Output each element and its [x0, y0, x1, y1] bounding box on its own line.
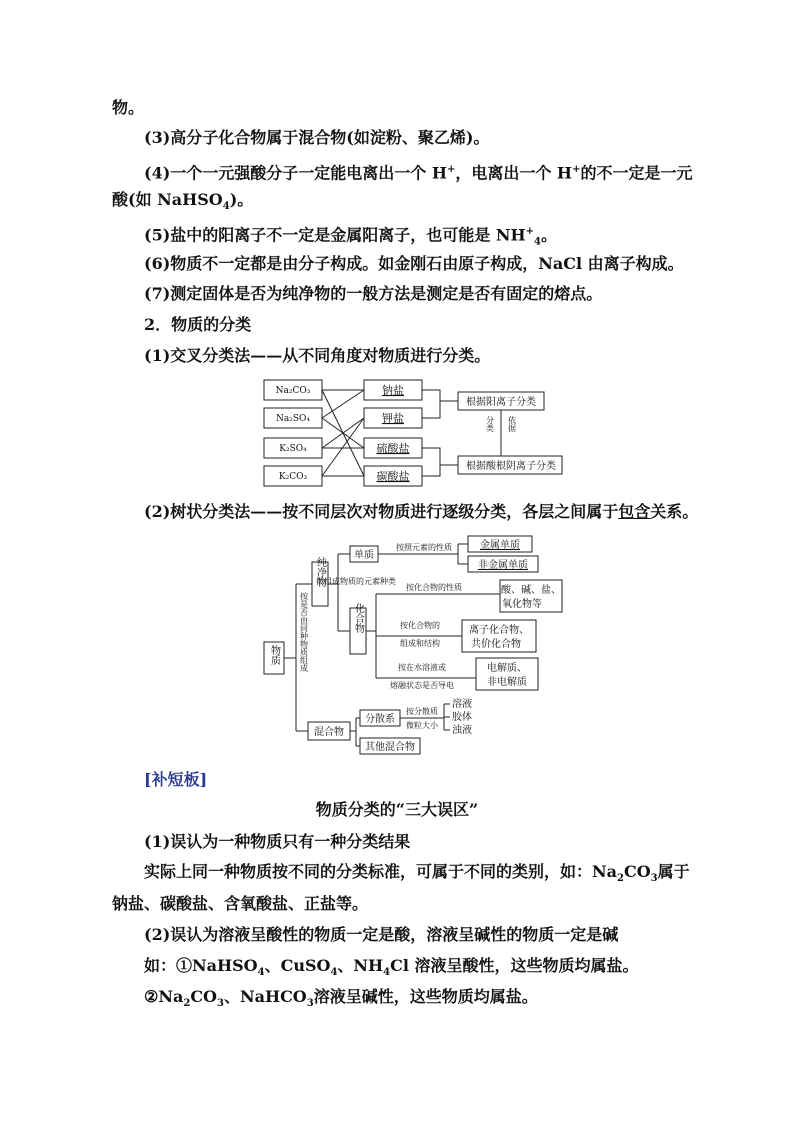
- cross-side-label-1: 分类: [485, 416, 495, 432]
- text-line-8: (1)交叉分类法——从不同角度对物质进行分类。: [144, 346, 491, 365]
- tree-c2-line-a: 离子化合物、: [469, 625, 529, 636]
- tree-c1-line-a: 酸、碱、盐、: [501, 585, 561, 596]
- cross-criterion-anion: 根据酸根阴离子分类: [466, 461, 556, 472]
- text-line-12: (1)误认为一种物质只有一种分类结果: [144, 832, 411, 851]
- cross-left-4: K₂CO₃: [278, 472, 308, 482]
- tree-pure: 纯净物: [314, 557, 326, 587]
- tree-nonmetal: 非金属单质: [478, 560, 528, 571]
- cross-mid-2: 钾盐: [382, 412, 404, 425]
- tree-classification-diagram: [262, 532, 572, 758]
- text-line-3: 酸(如 NaHSO$_4$)。: [112, 190, 254, 213]
- cross-criterion-cation: 根据阳离子分类: [466, 397, 536, 408]
- tree-c2-line-b: 共价化合物: [471, 639, 521, 650]
- tree-disp-item-1: 溶液: [452, 699, 472, 710]
- tree-other-mixture: 其他混合物: [365, 742, 415, 753]
- text-line-2: (4)一个一元强酸分子一定能电离出一个 H+，电离出一个 H+的不一定是一元: [144, 163, 693, 183]
- text-line-9: (2)树状分类法——按不同层次对物质进行逐级分类，各层之间属于包含关系。: [144, 502, 699, 521]
- tree-c3-line-b: 非电解质: [487, 677, 527, 688]
- tree-metal: 金属单质: [480, 540, 520, 551]
- tree-compound: 化合物: [352, 603, 364, 633]
- tree-c3-line-a: 电解质、: [487, 663, 527, 674]
- tree-criterion-disp-b: 微粒大小: [406, 721, 438, 730]
- tree-criterion-element: 按照元素的性质: [396, 543, 452, 552]
- cross-classification-diagram: [260, 376, 570, 488]
- text-line-16: 如：①NaHSO$_4$、CuSO$_4$、$NH_4Cl$ 溶液呈酸性，这些物质均属盐。: [144, 956, 639, 979]
- tree-root: 物质: [268, 645, 280, 665]
- text-line-7: 2．物质的分类: [144, 315, 252, 334]
- tree-disp-item-3: 浊液: [452, 725, 472, 736]
- tree-criterion-disp-a: 按分散质: [406, 707, 438, 716]
- tree-criterion-c2-b: 组成和结构: [400, 639, 440, 648]
- cross-side-label-2: 依据: [507, 416, 517, 432]
- tree-disp-item-2: 胶体: [452, 712, 472, 723]
- cross-left-1: Na₂CO₃: [275, 386, 311, 396]
- text-line-15: (2)误认为溶液呈酸性的物质一定是酸，溶液呈碱性的物质一定是碱: [144, 925, 619, 944]
- tree-criterion-c2-a: 按化合物的: [400, 621, 440, 630]
- cross-mid-1: 钠盐: [382, 384, 404, 397]
- text-line-0: 物。: [112, 98, 145, 117]
- cross-mid-4: 碳酸盐: [376, 470, 410, 483]
- tree-c1-line-b: 氧化物等: [502, 599, 542, 610]
- tree-element: 单质: [354, 550, 374, 561]
- cross-mid-3: 硫酸盐: [376, 442, 410, 455]
- tree-criterion-pure: 按组成物质的元素种类: [316, 577, 396, 586]
- supplement-heading: [补短板]: [144, 770, 208, 789]
- text-line-5: (6)物质不一定都是由分子构成。如金刚石由原子构成，NaCl 由离子构成。: [144, 254, 684, 273]
- tree-criterion-c1: 按化合物的性质: [406, 583, 462, 592]
- text-line-4: (5)盐中的阳离子不一定是金属阳离子，也可能是 $NH^+_4$。: [144, 225, 557, 248]
- text-line-6: (7)测定固体是否为纯净物的一般方法是测定是否有固定的熔点。: [144, 284, 603, 303]
- tree-criterion-c3-b: 熔融状态是否导电: [390, 681, 454, 690]
- tree-mixture: 混合物: [314, 727, 344, 738]
- cross-left-3: K₂SO₄: [279, 444, 307, 454]
- misconceptions-title: 物质分类的“三大误区”: [315, 800, 479, 819]
- text-line-14: 钠盐、碳酸盐、含氧酸盐、正盐等。: [112, 894, 369, 913]
- tree-criterion-c3-a: 按在水溶液或: [398, 663, 446, 672]
- cross-left-2: Na₂SO₄: [275, 414, 311, 424]
- tree-dispersion: 分散系: [365, 714, 395, 725]
- text-line-1: (3)高分子化合物属于混合物(如淀粉、聚乙烯)。: [144, 128, 490, 147]
- text-line-17: $②Na_2CO_3$、NaHCO$_3$溶液呈碱性，这些物质均属盐。: [144, 987, 538, 1010]
- tree-criterion-root: 按是否由同种物质组成: [299, 592, 309, 672]
- text-line-13: 实际上同一种物质按不同的分类标准，可属于不同的类别，如：$Na_2CO_3$属于: [144, 862, 690, 885]
